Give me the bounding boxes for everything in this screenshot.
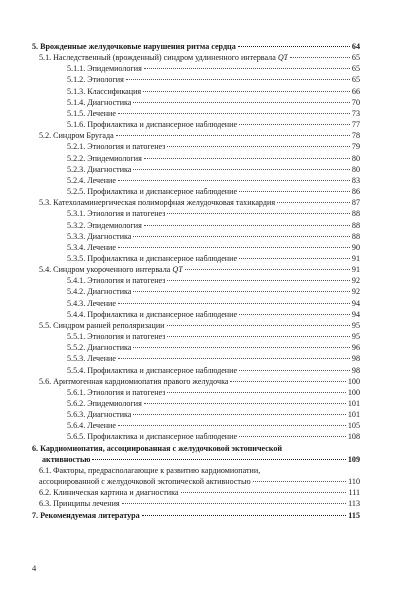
dot-leader bbox=[144, 225, 350, 226]
dot-leader bbox=[118, 247, 350, 248]
toc-entry-title bbox=[39, 376, 228, 387]
toc-entry-text: 5.1.5. Лечение bbox=[67, 108, 116, 118]
toc-entry bbox=[32, 331, 360, 342]
toc-entry-text: 6.3. Принципы лечения bbox=[39, 499, 120, 509]
table-of-contents bbox=[32, 41, 360, 521]
toc-entry-page: 86 bbox=[351, 187, 360, 197]
toc-entry-title bbox=[39, 498, 120, 509]
toc-entry-page: 96 bbox=[351, 343, 360, 353]
toc-entry-title bbox=[67, 242, 116, 253]
toc-entry bbox=[32, 153, 360, 164]
toc-entry-title bbox=[67, 153, 142, 164]
toc-entry bbox=[32, 487, 360, 498]
toc-entry-title bbox=[67, 63, 142, 74]
dot-leader bbox=[92, 459, 345, 460]
dot-leader bbox=[239, 124, 350, 125]
toc-entry-text: ассоциированной с желудочковой эктопической активностью bbox=[39, 477, 251, 487]
toc-entry-text: 5.6.3. Диагностика bbox=[67, 410, 132, 420]
dot-leader bbox=[142, 515, 347, 516]
toc-entry bbox=[32, 175, 360, 186]
toc-entry-title bbox=[67, 220, 142, 231]
toc-entry-text: 5.1.2. Этиология bbox=[67, 75, 124, 85]
dot-leader bbox=[133, 291, 349, 292]
toc-entry bbox=[32, 52, 360, 63]
dot-leader bbox=[239, 258, 350, 259]
toc-entry-page: 98 bbox=[351, 354, 360, 364]
dot-leader bbox=[143, 91, 350, 92]
toc-entry bbox=[32, 220, 360, 231]
dot-leader bbox=[118, 180, 350, 181]
toc-entry-page: 65 bbox=[351, 64, 360, 74]
toc-entry bbox=[32, 74, 360, 85]
toc-entry bbox=[32, 119, 360, 130]
toc-entry-title bbox=[39, 52, 288, 63]
dot-leader bbox=[239, 191, 350, 192]
toc-entry-page: 92 bbox=[351, 287, 360, 297]
toc-entry-page: 64 bbox=[351, 42, 360, 51]
dot-leader bbox=[290, 57, 350, 58]
toc-entry-title bbox=[67, 108, 116, 119]
toc-entry bbox=[32, 376, 360, 387]
dot-leader bbox=[118, 113, 350, 114]
toc-entry-text: 5.1.1. Эпидемиология bbox=[67, 64, 142, 74]
toc-entry-text: 5.5.3. Лечение bbox=[67, 354, 116, 364]
toc-entry-text: 5.3.5. Профилактика и диспансерное наблюдение bbox=[67, 253, 238, 263]
toc-entry-text: 5.6.2. Эпидемиология bbox=[67, 399, 142, 408]
toc-entry-text: 7. Рекомендуемая литература bbox=[32, 510, 140, 520]
toc-entry bbox=[32, 298, 360, 309]
toc-entry-title bbox=[67, 275, 165, 286]
toc-entry-page: 91 bbox=[351, 265, 360, 275]
toc-entry bbox=[32, 498, 360, 509]
toc-entry-page: 77 bbox=[351, 120, 360, 130]
toc-entry-text: 5.5.4. Профилактика и диспансерное наблюдение bbox=[67, 365, 238, 375]
toc-entry bbox=[32, 387, 360, 398]
toc-entry bbox=[32, 420, 360, 431]
dot-leader bbox=[167, 280, 349, 281]
toc-entry-title bbox=[39, 130, 114, 141]
toc-entry-page: 115 bbox=[348, 510, 360, 520]
toc-entry-page: 101 bbox=[347, 399, 360, 408]
toc-entry-page: 65 bbox=[351, 75, 360, 85]
dot-leader bbox=[167, 392, 345, 393]
toc-entry-title bbox=[67, 387, 165, 398]
toc-entry-page: 88 bbox=[351, 220, 360, 230]
toc-section-6 bbox=[32, 443, 360, 465]
toc-entry-title bbox=[67, 164, 131, 175]
toc-entry-text: 5.4.3. Лечение bbox=[67, 298, 116, 308]
dot-leader bbox=[133, 236, 349, 237]
toc-entry-text: 5.3.2. Эпидемиология bbox=[67, 220, 142, 230]
toc-entry-page: 109 bbox=[347, 454, 360, 464]
dot-leader bbox=[118, 425, 346, 426]
toc-entry-title bbox=[32, 510, 140, 521]
toc-entry-text: 5.1.4. Диагностика bbox=[67, 97, 132, 107]
toc-entry-title bbox=[39, 264, 183, 275]
toc-entry-title bbox=[67, 409, 131, 420]
toc-entry-page: 88 bbox=[351, 209, 360, 219]
dot-leader bbox=[230, 381, 345, 382]
dot-leader bbox=[167, 336, 349, 337]
toc-entry-page: 92 bbox=[351, 276, 360, 286]
toc-entry bbox=[32, 510, 360, 521]
toc-entry-6-1 bbox=[32, 465, 360, 487]
toc-entry-page: 90 bbox=[351, 242, 360, 252]
toc-entry-title bbox=[67, 398, 142, 409]
toc-entry bbox=[32, 454, 360, 465]
toc-entry bbox=[32, 342, 360, 353]
toc-entry-title bbox=[67, 331, 165, 342]
toc-entry-title bbox=[67, 431, 237, 442]
toc-entry-title bbox=[67, 286, 131, 297]
toc-entry-title bbox=[67, 231, 131, 242]
toc-entry bbox=[32, 231, 360, 242]
dot-leader bbox=[133, 102, 349, 103]
toc-entry-page: 80 bbox=[351, 153, 360, 163]
toc-entry-text: 6. Кардиомиопатия, ассоциированная с желудочковой эктопической bbox=[32, 443, 283, 453]
toc-entry-title bbox=[67, 141, 165, 152]
toc-entry bbox=[32, 353, 360, 364]
dot-leader bbox=[133, 414, 345, 415]
toc-entry bbox=[32, 197, 360, 208]
toc-entry-text: 5.3. Катехоламинергическая полиморфная желудочковая тахикардия bbox=[39, 198, 276, 208]
toc-entry-text: 5.5.2. Диагностика bbox=[67, 343, 132, 353]
toc-entry-page: 65 bbox=[351, 53, 360, 63]
toc-entry-text: 5.6.5. Профилактика и диспансерное наблюдение bbox=[67, 432, 238, 442]
toc-entry-title bbox=[67, 353, 116, 364]
dot-leader bbox=[144, 68, 350, 69]
toc-entry-page: 100 bbox=[347, 387, 360, 397]
toc-entry-text: 5.1.3. Классификация bbox=[67, 86, 142, 96]
toc-entry-page: 66 bbox=[351, 86, 360, 96]
toc-entry-text: 5.4. Синдром укороченного интервала bbox=[39, 265, 173, 275]
toc-entry bbox=[32, 309, 360, 320]
toc-entry-page: 110 bbox=[348, 477, 360, 487]
toc-entry-page: 87 bbox=[351, 198, 360, 208]
toc-entry bbox=[32, 398, 360, 409]
toc-entry-page: 79 bbox=[351, 142, 360, 152]
dot-leader bbox=[144, 403, 346, 404]
toc-entry-title bbox=[67, 342, 131, 353]
toc-entry-text: 5.2.1. Этиология и патогенез bbox=[67, 142, 166, 152]
toc-entry-text: 5. Врожденные желудочковые нарушения ритма сердца bbox=[32, 42, 236, 51]
toc-entry-text: 5.4.4. Профилактика и диспансерное наблюдение bbox=[67, 309, 238, 319]
toc-entry-page: 78 bbox=[351, 131, 360, 141]
toc-entry-text: 5.5. Синдром ранней реполяризации bbox=[39, 320, 165, 330]
toc-entry-title bbox=[67, 253, 237, 264]
toc-entry-page: 94 bbox=[351, 298, 360, 308]
toc-entry-title bbox=[39, 476, 251, 487]
toc-entry-page: 88 bbox=[351, 231, 360, 241]
toc-entry-text: 5.3.3. Диагностика bbox=[67, 231, 132, 241]
toc-entry-page: 70 bbox=[351, 97, 360, 107]
toc-entry-title bbox=[67, 86, 141, 97]
toc-entry-page: 73 bbox=[351, 108, 360, 118]
toc-entry bbox=[32, 86, 360, 97]
toc-entry bbox=[32, 365, 360, 376]
dot-leader bbox=[133, 169, 349, 170]
toc-entry-page: 94 bbox=[351, 309, 360, 319]
toc-entry bbox=[32, 409, 360, 420]
toc-entry-text: 5.2.3. Диагностика bbox=[67, 164, 132, 174]
dot-leader bbox=[167, 325, 350, 326]
toc-entry-title bbox=[67, 365, 237, 376]
toc-entry-page: 111 bbox=[348, 488, 360, 498]
toc-entry bbox=[32, 431, 360, 442]
toc-entry-title bbox=[67, 186, 237, 197]
toc-entry-page: 105 bbox=[347, 421, 360, 431]
dot-leader bbox=[167, 146, 349, 147]
dot-leader bbox=[118, 358, 350, 359]
toc-entry bbox=[32, 275, 360, 286]
toc-entry-page: 91 bbox=[351, 253, 360, 263]
toc-entry bbox=[32, 253, 360, 264]
toc-entry-page: 113 bbox=[348, 499, 360, 509]
dot-leader bbox=[116, 135, 350, 136]
dot-leader bbox=[253, 481, 346, 482]
toc-entry-title bbox=[67, 74, 124, 85]
toc-entry-page: 108 bbox=[347, 432, 360, 442]
toc-entry bbox=[32, 41, 360, 52]
toc-entry-text: 5.6. Аритмогенная кардиомиопатия правого желудочка bbox=[39, 376, 229, 386]
toc-entry-text: 5.2.5. Профилактика и диспансерное наблюдение bbox=[67, 187, 238, 197]
toc-entry bbox=[32, 320, 360, 331]
toc-entry-text: 5.4.1. Этиология и патогенез bbox=[67, 276, 166, 286]
toc-entry-text: 5.3.4. Лечение bbox=[67, 242, 116, 252]
toc-entry bbox=[32, 186, 360, 197]
toc-entry-page: 98 bbox=[351, 365, 360, 375]
dot-leader bbox=[167, 213, 349, 214]
toc-entry-text: 5.3.1. Этиология и патогенез bbox=[67, 209, 166, 219]
dot-leader bbox=[133, 347, 349, 348]
toc-entry bbox=[32, 242, 360, 253]
dot-leader bbox=[239, 314, 350, 315]
toc-entry-italic: QT bbox=[172, 265, 183, 275]
toc-entry-title bbox=[67, 298, 116, 309]
toc-entry bbox=[32, 63, 360, 74]
toc-entry-text: 6.2. Клиническая картина и диагностика bbox=[39, 488, 179, 498]
toc-entry bbox=[32, 141, 360, 152]
toc-entry-title bbox=[39, 197, 275, 208]
toc-entry bbox=[32, 286, 360, 297]
dot-leader bbox=[238, 46, 350, 47]
toc-entry bbox=[32, 208, 360, 219]
toc-entry-page: 101 bbox=[347, 410, 360, 420]
dot-leader bbox=[277, 202, 350, 203]
dot-leader bbox=[144, 158, 350, 159]
toc-entry-text: 5.6.1. Этиология и патогенез bbox=[67, 387, 166, 397]
toc-entry bbox=[32, 108, 360, 119]
page-number: 4 bbox=[32, 563, 37, 573]
toc-entry bbox=[32, 264, 360, 275]
toc-entry-title bbox=[42, 454, 90, 465]
toc-entry-page: 80 bbox=[351, 164, 360, 174]
toc-entry-page: 95 bbox=[351, 332, 360, 342]
toc-entry bbox=[32, 130, 360, 141]
toc-entry-italic: QT bbox=[277, 53, 289, 63]
toc-entry-title bbox=[67, 309, 237, 320]
toc-entry-text: 5.2.2. Эпидемиология bbox=[67, 153, 142, 163]
toc-entry-text: 5.1.6. Профилактика и диспансерное наблюдение bbox=[67, 120, 238, 130]
dot-leader bbox=[185, 269, 350, 270]
toc-entry-title bbox=[67, 97, 131, 108]
toc-entry-text: активностью bbox=[42, 454, 91, 464]
toc-entry-page: 83 bbox=[351, 175, 360, 185]
toc-entry-title bbox=[67, 420, 116, 431]
dot-leader bbox=[118, 303, 350, 304]
dot-leader bbox=[126, 79, 350, 80]
dot-leader bbox=[239, 436, 346, 437]
toc-entry bbox=[39, 476, 360, 487]
toc-entry-text: 5.5.1. Этиология и патогенез bbox=[67, 332, 166, 342]
toc-entry bbox=[32, 97, 360, 108]
dot-leader bbox=[181, 492, 347, 493]
toc-entry-text: 5.1. Наследственный (врожденный) синдром удлиненного интервала bbox=[39, 53, 278, 63]
toc-entry-text: 6.1. Факторы, предрасполагающие к развитию кардиомиопатии, bbox=[39, 465, 261, 475]
toc-entry-page: 100 bbox=[347, 376, 360, 386]
dot-leader bbox=[239, 370, 350, 371]
toc-entry-title bbox=[67, 119, 237, 130]
toc-entry-text: 5.2. Синдром Бругада bbox=[39, 131, 114, 141]
toc-entry-title bbox=[32, 41, 236, 52]
toc-entry-title bbox=[67, 208, 165, 219]
toc-entry-text: 5.2.4. Лечение bbox=[67, 175, 116, 185]
toc-entry-title bbox=[67, 175, 116, 186]
toc-entry-page: 95 bbox=[351, 320, 360, 330]
toc-entry-title bbox=[39, 320, 165, 331]
dot-leader bbox=[122, 503, 347, 504]
toc-entry-text: 5.4.2. Диагностика bbox=[67, 287, 132, 297]
toc-entry-title bbox=[39, 487, 179, 498]
toc-entry bbox=[32, 164, 360, 175]
toc-entry-text: 5.6.4. Лечение bbox=[67, 421, 116, 431]
